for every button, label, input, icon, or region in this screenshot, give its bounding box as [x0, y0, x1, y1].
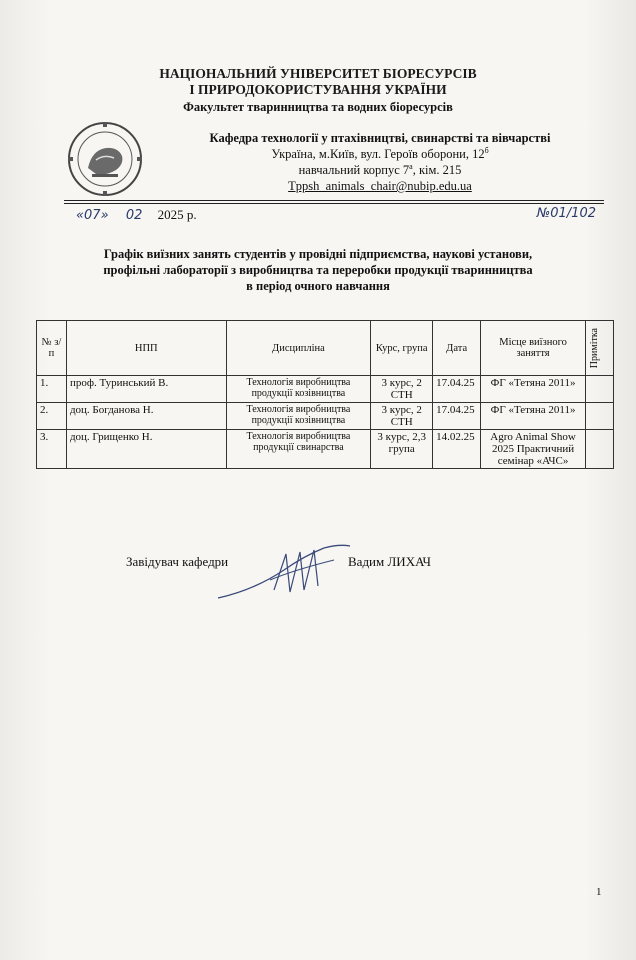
cell-teacher: проф. Туринський В. [66, 376, 226, 403]
cell-course-group: 3 курс, 2 СТН [371, 376, 433, 403]
schedule-table [36, 320, 614, 469]
cell-course-group: 3 курс, 2 СТН [371, 403, 433, 430]
date-day: «07» [76, 208, 109, 223]
cell-course-group: 3 курс, 2,3 група [371, 430, 433, 469]
date-year: 2025 р. [157, 207, 197, 222]
cell-date: 17.04.25 [433, 376, 481, 403]
university-seal-icon [66, 120, 144, 198]
cell-discipline: Технологія виробництва продукції козівництва [226, 403, 371, 430]
cell-discipline: Технологія виробництва продукції козівництва [226, 376, 371, 403]
department-building: навчальний корпус $7^а$, кім. 215 [298, 161, 462, 177]
signature-role: Завідувач кафедри [126, 554, 229, 569]
table-row [37, 376, 614, 403]
cell-number: 3. [37, 430, 67, 469]
cell-location: ФГ «Тетяна 2011» [481, 403, 586, 430]
signature-name: Вадим ЛИХАЧ [348, 554, 431, 569]
page-number: 1 [596, 886, 602, 898]
header-date: Дата [433, 321, 481, 376]
header-number: № з/п [37, 321, 67, 376]
table-row [37, 403, 614, 430]
department-address: Україна, м.Київ, вул. Героїв оборони, $12^б$ [271, 145, 489, 161]
cell-location: Agro Animal Show 2025 Практичний семінар «АЧС» [481, 430, 586, 469]
header-location: Місце виїзного заняття [481, 321, 586, 376]
cell-date: 17.04.25 [433, 403, 481, 430]
faculty-name: Факультет тваринництва та водних біоресурсів [183, 100, 453, 114]
cell-discipline: Технологія виробництва продукції свинарства [226, 430, 371, 469]
cell-teacher: доц. Грищенко Н. [66, 430, 226, 469]
university-name-line1: НАЦІОНАЛЬНИЙ УНІВЕРСИТЕТ БІОРЕСУРСІВ [159, 66, 477, 81]
header-divider [64, 200, 604, 201]
table-row [37, 430, 614, 469]
cell-date: 14.02.25 [433, 430, 481, 469]
cell-note [585, 376, 613, 403]
table-header-row [37, 321, 614, 376]
header-course-group: Курс, група [371, 321, 433, 376]
department-name: Кафедра технології у птахівництві, свинарстві та вівчарстві [209, 131, 551, 145]
handwritten-signature-icon [214, 540, 354, 604]
cell-note [585, 430, 613, 469]
department-block [160, 130, 600, 194]
document-title: Графік виїзних занять студентів у провідні підприємства, наукові установи, профільні лабораторії з виробництва та переробки продукції тваринництва в період очного навчання [103, 247, 533, 293]
cell-note [585, 403, 613, 430]
cell-teacher: доц. Богданова Н. [66, 403, 226, 430]
header-note: Примітка [585, 321, 613, 376]
date-month: 02 [125, 208, 143, 223]
header-discipline: Дисципліна [226, 321, 371, 376]
header-teacher: НПП [66, 321, 226, 376]
cell-number: 1. [37, 376, 67, 403]
university-name-line2: І ПРИРОДОКОРИСТУВАННЯ УКРАЇНИ [189, 82, 447, 97]
document-header [0, 66, 636, 115]
cell-number: 2. [37, 403, 67, 430]
document-date [76, 207, 197, 223]
document-number: №01/102 [536, 206, 596, 221]
department-email[interactable]: Tppsh_animals_chair@nubip.edu.ua [288, 179, 472, 193]
cell-location: ФГ «Тетяна 2011» [481, 376, 586, 403]
header-divider-thin [64, 203, 604, 204]
